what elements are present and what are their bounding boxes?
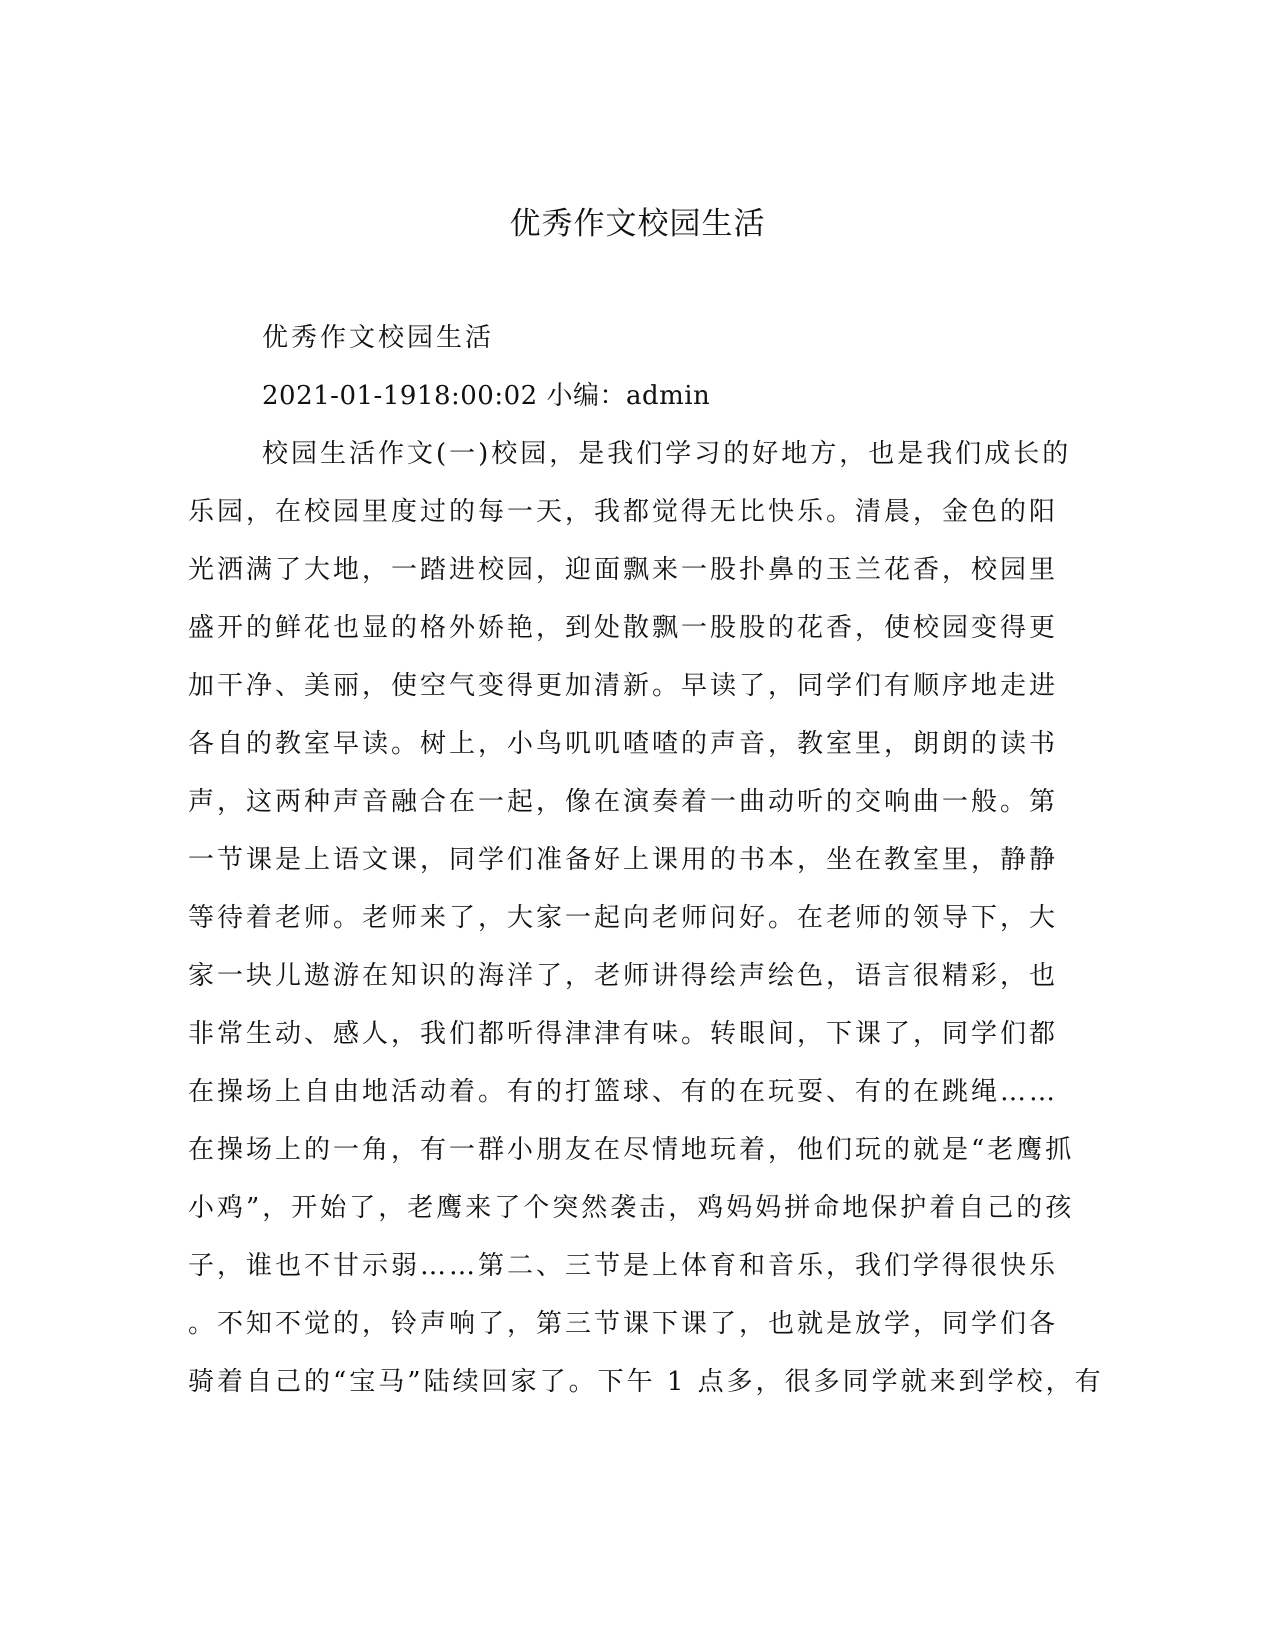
post-meta: 2021-01-1918:00:02 小编：admin bbox=[262, 381, 711, 411]
body-line: 声，这两种声音融合在一起，像在演奏着一曲动听的交响曲一般。第 bbox=[188, 787, 1059, 817]
body-line: 等待着老师。老师来了，大家一起向老师问好。在老师的领导下，大 bbox=[188, 903, 1059, 933]
body-line: 骑着自己的“宝马”陆续回家了。下午 1 点多，很多同学就来到学校，有 bbox=[188, 1367, 1104, 1397]
body-line: 在操场上的一角，有一群小朋友在尽情地玩着，他们玩的就是“老鹰抓 bbox=[188, 1135, 1075, 1165]
body-line: 在操场上自由地活动着。有的打篮球、有的在玩耍、有的在跳绳…… bbox=[188, 1077, 1059, 1107]
body-line: 校园生活作文(一)校园，是我们学习的好地方，也是我们成长的 bbox=[262, 439, 1072, 469]
body-line: 非常生动、感人，我们都听得津津有味。转眼间，下课了，同学们都 bbox=[188, 1019, 1059, 1049]
body-line: 一节课是上语文课，同学们准备好上课用的书本，坐在教室里，静静 bbox=[188, 845, 1059, 875]
body-line: 盛开的鲜花也显的格外娇艳，到处散飘一股股的花香，使校园变得更 bbox=[188, 613, 1059, 643]
body-line: 小鸡”，开始了，老鹰来了个突然袭击，鸡妈妈拼命地保护着自己的孩 bbox=[188, 1193, 1075, 1223]
body-line: 乐园，在校园里度过的每一天，我都觉得无比快乐。清晨，金色的阳 bbox=[188, 497, 1059, 527]
body-line: 加干净、美丽，使空气变得更加清新。早读了，同学们有顺序地走进 bbox=[188, 671, 1059, 701]
document-title: 优秀作文校园生活 bbox=[509, 206, 766, 242]
body-line: 。不知不觉的，铃声响了，第三节课下课了，也就是放学，同学们各 bbox=[188, 1309, 1059, 1339]
document-subtitle: 优秀作文校园生活 bbox=[262, 323, 495, 353]
body-line: 光洒满了大地，一踏进校园，迎面飘来一股扑鼻的玉兰花香，校园里 bbox=[188, 555, 1059, 585]
body-line: 各自的教室早读。树上，小鸟叽叽喳喳的声音，教室里，朗朗的读书 bbox=[188, 729, 1059, 759]
body-line: 子，谁也不甘示弱……第二、三节是上体育和音乐，我们学得很快乐 bbox=[188, 1251, 1059, 1281]
body-line: 家一块儿遨游在知识的海洋了，老师讲得绘声绘色，语言很精彩，也 bbox=[188, 961, 1059, 991]
